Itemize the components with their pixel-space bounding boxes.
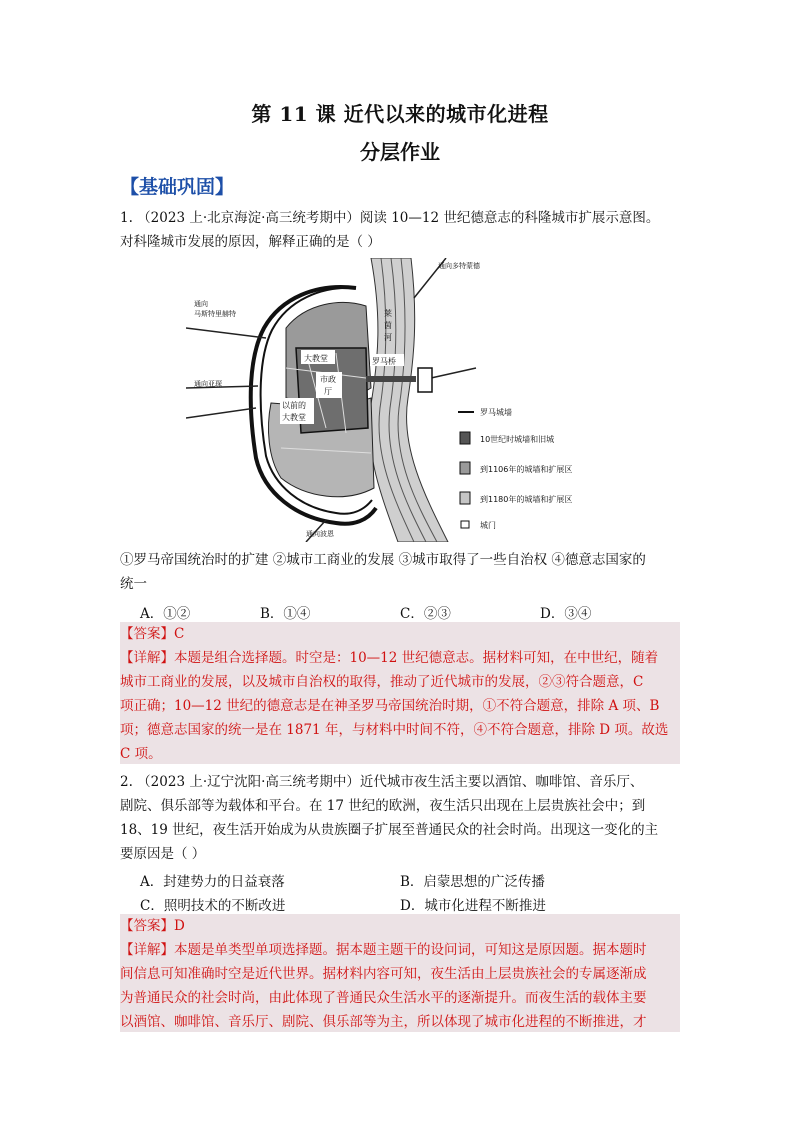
map-label-city-hall: 市政 (320, 375, 336, 384)
q1-detail-line-4: 项；德意志国家的统一是在 1871 年，与材料中时间不符，④不符合题意，排除 D 项。故选 (120, 722, 669, 738)
map-label-old-cathedral-2: 大教堂 (282, 413, 306, 422)
q1-answer: 【答案】C (120, 626, 185, 642)
map-label-west: 通向亚琛 (194, 380, 222, 388)
map-label-south: 通向波恩 (306, 530, 334, 538)
cologne-expansion-map (186, 258, 576, 542)
q1-statements-line-2: 统一 (120, 576, 147, 592)
section-heading: 【基础巩固】 (120, 176, 235, 198)
q1-detail-line-1: 【详解】本题是组合选择题。时空是：10—12 世纪德意志。据材料可知，在中世纪，随着 (120, 650, 659, 666)
map-label-river-3: 河 (384, 333, 392, 342)
q2-option-b: B．启蒙思想的广泛传播 (400, 874, 545, 890)
q2-detail-line-1: 【详解】本题是单类型单项选择题。据本题主题干的设问词，可知这是原因题。据本题时 (120, 942, 647, 958)
map-label-river-2: 茵 (384, 321, 392, 330)
q1-option-d: D．③④ (540, 606, 592, 622)
q1-detail-line-5: C 项。 (120, 746, 162, 762)
q1-stem-line-2: 对科隆城市发展的原因，解释正确的是（ ） (120, 234, 381, 250)
q1-stem-line-1: 1. （2023 上·北京海淀·高三统考期中）阅读 10—12 世纪德意志的科隆城市扩展示意图。 (120, 210, 660, 226)
page-title: 第 11 课 近代以来的城市化进程 (251, 102, 549, 126)
q1-option-c: C．②③ (400, 606, 451, 622)
q2-option-c: C．照明技术的不断改进 (140, 898, 286, 914)
q2-answer: 【答案】D (120, 918, 185, 934)
q1-detail-line-2: 城市工商业的发展，以及城市自治权的取得，推动了近代城市的发展，②③符合题意，C (120, 674, 644, 690)
q2-detail-line-2: 间信息可知准确时空是近代世界。据材料内容可知，夜生活由上层贵族社会的专属逐渐成 (120, 966, 647, 982)
legend-gate: 城门 (480, 521, 496, 530)
q2-stem-line-2: 剧院、俱乐部等为载体和平台。在 17 世纪的欧洲，夜生活只出现在上层贵族社会中；到 (120, 798, 646, 814)
legend-1106: 到1106年的城墙和扩展区 (480, 465, 573, 474)
q2-option-d: D．城市化进程不断推进 (400, 898, 546, 914)
map-label-old-cathedral: 以前的 (282, 401, 306, 410)
q1-option-a: A．①② (140, 606, 191, 622)
legend-10th-century: 10世纪时城墙和旧城 (480, 435, 555, 444)
map-label-west-top: 通向 (194, 300, 208, 308)
legend-1180: 到1180年的城墙和扩展区 (480, 495, 573, 504)
legend-roman-wall: 罗马城墙 (480, 408, 512, 417)
page-subtitle: 分层作业 (360, 140, 440, 164)
q2-stem-line-4: 要原因是（ ） (120, 846, 206, 862)
q2-option-a: A．封建势力的日益衰落 (140, 874, 285, 890)
q2-detail-line-4: 以酒馆、咖啡馆、音乐厅、剧院、俱乐部等为主，所以体现了城市化进程的不断推进，才 (120, 1014, 647, 1030)
q1-statements-line-1: ①罗马帝国统治时的扩建 ②城市工商业的发展 ③城市取得了一些自治权 ④德意志国家的 (120, 552, 646, 568)
map-label-cathedral: 大教堂 (304, 354, 328, 363)
map-label-city-hall-2: 厅 (324, 387, 332, 396)
q1-detail-line-3: 项正确；10—12 世纪的德意志是在神圣罗马帝国统治时期，①不符合题意，排除 A 项、B (120, 698, 660, 714)
q2-detail-line-3: 为普通民众的社会时尚，由此体现了普通民众生活水平的逐渐提升。而夜生活的载体主要 (120, 990, 647, 1006)
q2-stem-line-1: 2. （2023 上·辽宁沈阳·高三统考期中）近代城市夜生活主要以酒馆、咖啡馆、音乐厅、 (120, 774, 644, 790)
map-label-west-top-2: 马斯特里赫特 (194, 310, 236, 318)
map-label-north: 通向多特蒙德 (438, 262, 480, 270)
map-label-bridge: 罗马桥 (372, 357, 396, 366)
q2-stem-line-3: 18、19 世纪，夜生活开始成为从贵族圈子扩展至普通民众的社会时尚。出现这一变化的主 (120, 822, 659, 838)
map-label-river-1: 莱 (384, 309, 392, 318)
q1-option-b: B．①④ (260, 606, 311, 622)
